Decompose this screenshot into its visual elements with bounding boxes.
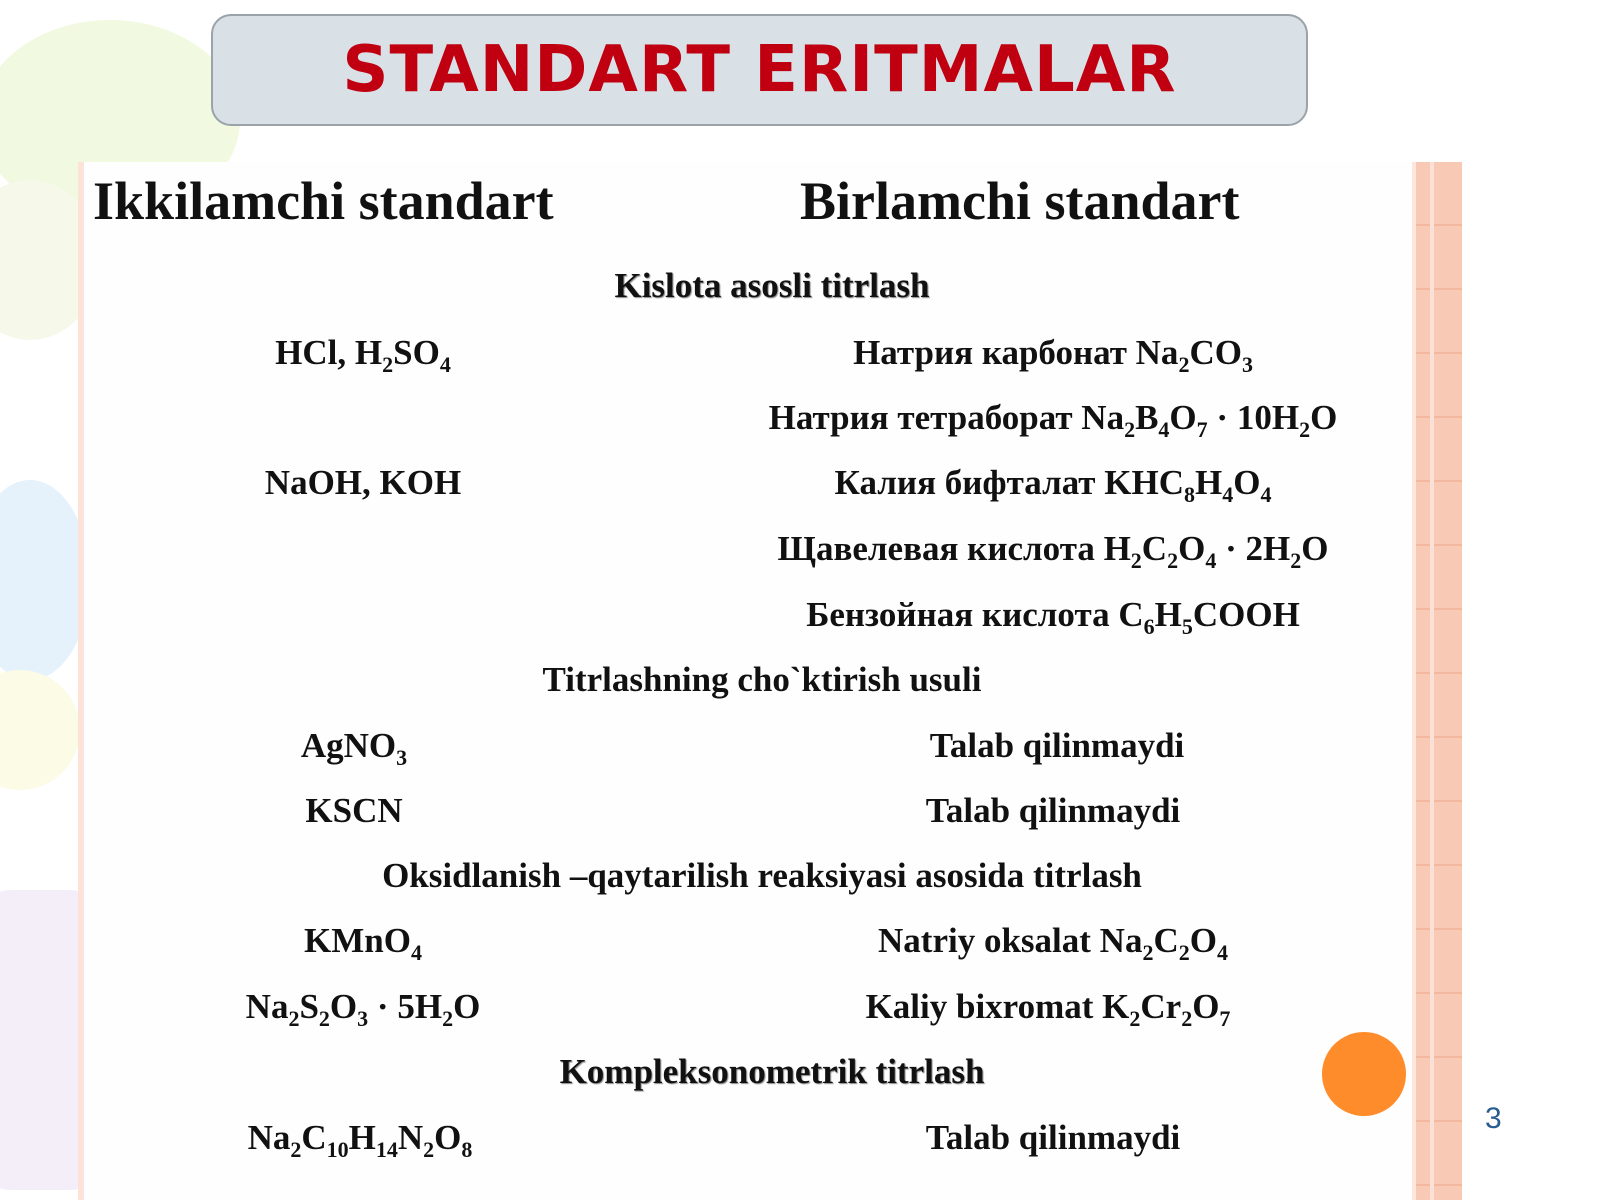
- primary-khp: Калия бифталат $KHC_8H_4O_4$: [834, 463, 1272, 507]
- secondary-kmno4: KMnO$_4$: [304, 921, 422, 965]
- primary-na2co3: Натрия карбонат $Na_2CO_3$: [853, 333, 1253, 377]
- section-complexometric: Kompleksonometrik titrlash: [559, 1052, 985, 1091]
- primary-agno3: Talab qilinmaydi: [929, 726, 1185, 765]
- decorative-stripe: [1412, 162, 1462, 1200]
- decorative-blob: [0, 670, 80, 790]
- secondary-kscn: KSCN: [305, 791, 403, 830]
- primary-edta: Talab qilinmaydi: [925, 1118, 1181, 1157]
- primary-oxalic: Щавелевая кислота $H_2C_2O_4 \cdot 2H_2O$: [777, 529, 1329, 573]
- secondary-thiosulfate: $Na_2S_2O_3 \cdot 5H_2O$: [245, 987, 481, 1031]
- decorative-circle: [1322, 1032, 1406, 1116]
- section-redox: Oksidlanish –qaytarilish reaksiyasi asosida titrlash: [382, 856, 1142, 895]
- secondary-edta: $Na_2C_{10}H_{14}N_2O_8$: [247, 1118, 473, 1162]
- secondary-agno3: AgNO$_3$: [300, 726, 408, 770]
- title-banner: [211, 14, 1308, 126]
- primary-dichromate: Kaliy bixromat $K_2Cr_2O_7$: [865, 987, 1231, 1031]
- secondary-base: NaOH, KOH: [264, 463, 462, 502]
- primary-oxalate: Natriy oksalat $Na_2C_2O_4$: [878, 921, 1228, 965]
- page-number: 3: [1485, 1102, 1502, 1135]
- slide-title: STANDART ERITMALAR: [342, 33, 1177, 107]
- primary-standard-header: Birlamchi standart: [800, 171, 1240, 231]
- section-precipitation: Titrlashning cho`ktirish usuli: [542, 660, 982, 699]
- secondary-standard-header: Ikkilamchi standart: [93, 171, 554, 231]
- primary-borax: Натрия тетраборат $Na_2B_4O_7 \cdot 10H_2O$: [768, 398, 1338, 442]
- secondary-acid: HCl, $H_2SO_4$: [275, 333, 451, 377]
- primary-benzoic: Бензойная кислота $C_6H_5COOH$: [806, 595, 1300, 639]
- primary-kscn: Talab qilinmaydi: [925, 791, 1181, 830]
- decorative-blob: [0, 480, 90, 680]
- section-acid-base: Kislota asosli titrlash: [614, 266, 930, 305]
